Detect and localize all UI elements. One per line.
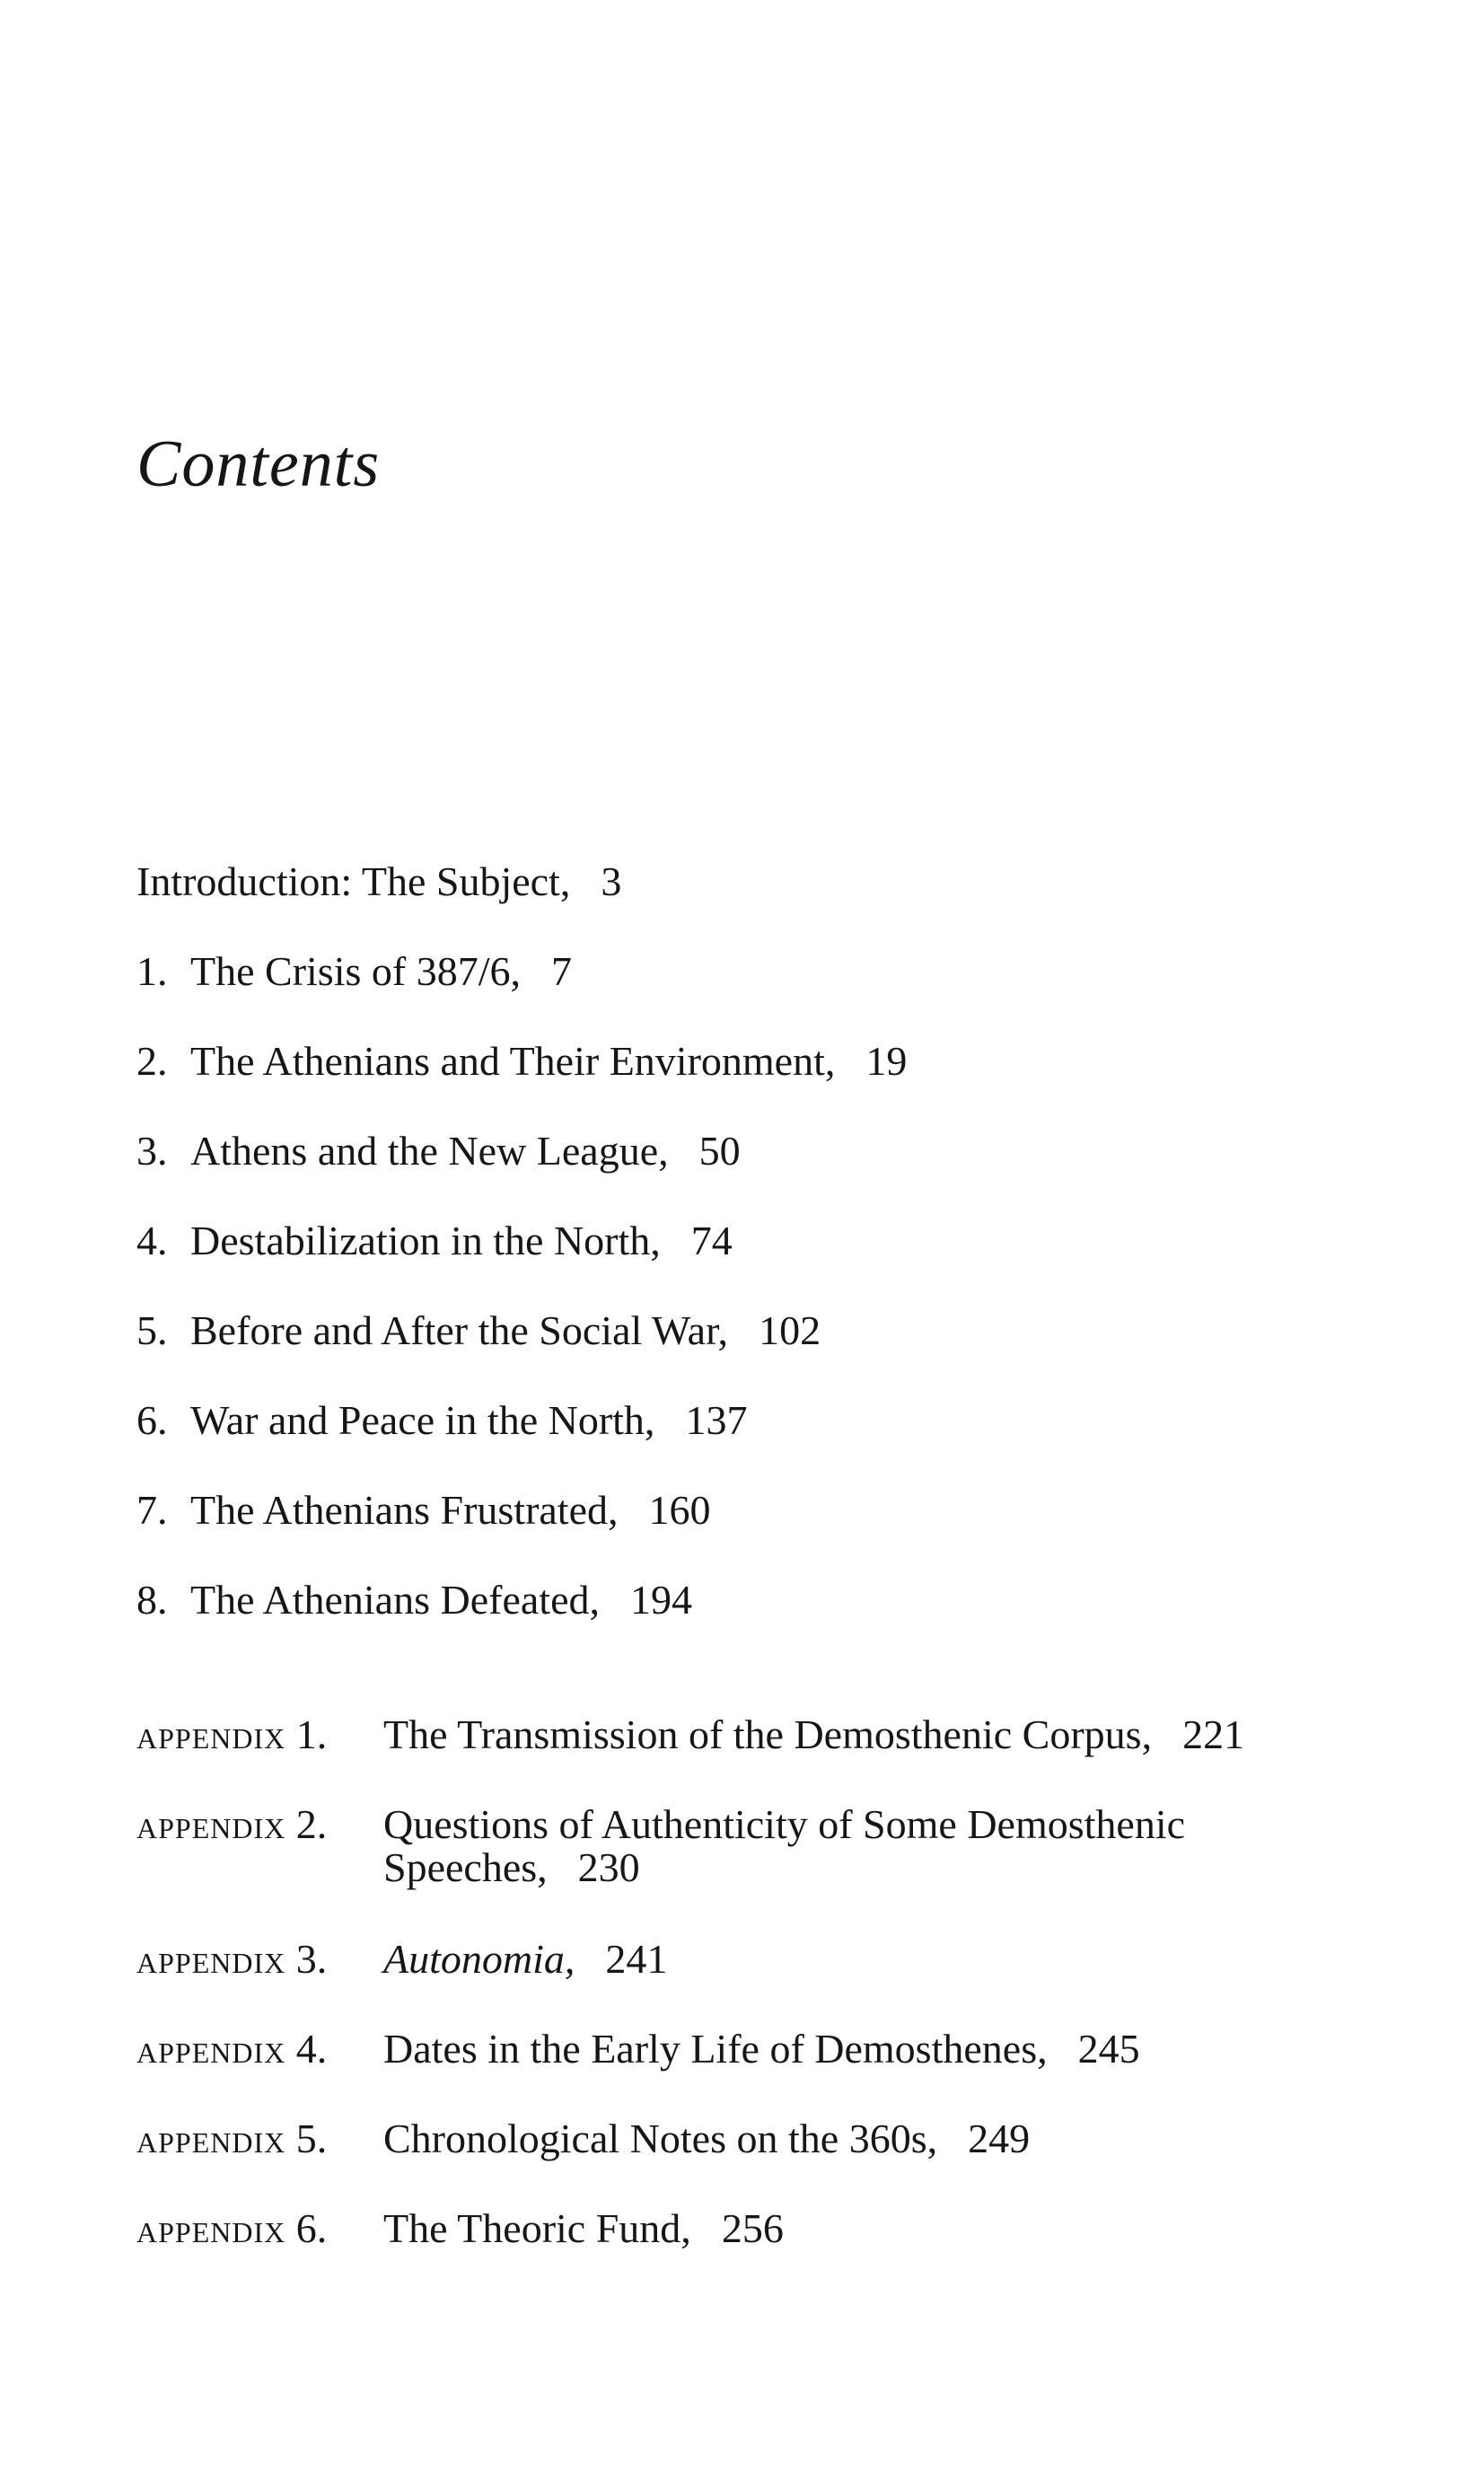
toc-entry-appendix <box>136 1803 1185 1889</box>
entry-title: The Athenians Defeated, <box>190 1577 600 1623</box>
entry-title-line: Questions of Authenticity of Some Demosthenic <box>383 1801 1186 1847</box>
toc-entry-chapter <box>136 1399 747 1442</box>
toc-entry-appendix <box>136 1713 1244 1756</box>
entry-title: Chronological Notes on the 360s, <box>383 2116 938 2161</box>
chapter-number: 3. <box>136 1128 168 1174</box>
chapter-number: 5. <box>136 1307 168 1353</box>
toc-entry-appendix <box>136 2028 1140 2071</box>
chapter-number: 6. <box>136 1397 168 1443</box>
appendix-number: 6. <box>295 2205 328 2251</box>
entry-title: The Athenians and Their Environment, <box>190 1038 836 1084</box>
entry-page: 160 <box>648 1487 711 1533</box>
toc-entry-chapter <box>136 1130 741 1173</box>
appendix-word: appendix <box>136 2026 286 2072</box>
entry-page: 230 <box>577 1844 640 1890</box>
entry-title: The Transmission of the Demosthenic Corpus, <box>383 1711 1153 1757</box>
toc-entry-chapter <box>136 1219 733 1262</box>
toc-entry-chapter <box>136 1579 692 1622</box>
entry-page: 50 <box>698 1128 741 1174</box>
entry-page: 221 <box>1182 1711 1245 1757</box>
appendix-word: appendix <box>136 2205 286 2251</box>
entry-page: 256 <box>721 2205 784 2251</box>
entry-title: Introduction: The Subject, <box>136 858 571 904</box>
appendix-number: 1. <box>295 1711 328 1757</box>
appendix-label <box>136 1803 383 1846</box>
chapter-number: 4. <box>136 1218 168 1263</box>
entry-title-line <box>383 1846 1185 1889</box>
appendix-label <box>136 2207 383 2250</box>
appendix-number: 2. <box>295 1801 328 1847</box>
toc-entry-chapter <box>136 1309 821 1352</box>
entry-title: The Theoric Fund, <box>383 2205 691 2251</box>
entry-title: The Crisis of 387/6, <box>190 948 521 994</box>
entry-page: 194 <box>629 1577 692 1623</box>
entry-title: Autonomia, <box>383 1936 575 1982</box>
entry-title: Dates in the Early Life of Demosthenes, <box>383 2026 1048 2072</box>
appendix-label <box>136 2117 383 2160</box>
entry-title: Athens and the New League, <box>190 1128 669 1174</box>
toc-entry-chapter <box>136 1489 711 1532</box>
entry-title <box>383 1803 1185 1889</box>
entry-title-continued: Speeches, <box>383 1844 548 1890</box>
entry-page: 137 <box>685 1397 748 1443</box>
toc-entry-chapter <box>136 1040 907 1083</box>
appendix-label <box>136 1938 383 1981</box>
chapter-number: 2. <box>136 1038 168 1084</box>
entry-title: Before and After the Social War, <box>190 1307 729 1353</box>
entry-page: 102 <box>759 1307 821 1353</box>
appendix-word: appendix <box>136 1936 286 1982</box>
entry-page: 3 <box>601 858 622 904</box>
toc-entry-chapter <box>136 950 572 993</box>
chapter-number: 1. <box>136 948 168 994</box>
entry-page: 19 <box>865 1038 908 1084</box>
entry-page: 241 <box>605 1936 668 1982</box>
toc-entry-appendix <box>136 2207 784 2250</box>
entry-page: 249 <box>968 2116 1031 2161</box>
entry-title: Destabilization in the North, <box>190 1218 661 1263</box>
appendix-number: 4. <box>295 2026 328 2072</box>
entry-page: 74 <box>690 1218 733 1263</box>
appendix-number: 3. <box>295 1936 328 1982</box>
entry-page: 7 <box>550 948 572 994</box>
chapter-number: 8. <box>136 1577 168 1623</box>
appendix-word: appendix <box>136 1801 286 1847</box>
entry-page: 245 <box>1077 2026 1140 2072</box>
toc-entry-appendix <box>136 2117 1030 2160</box>
toc-entry-appendix <box>136 1938 667 1981</box>
entry-title: The Athenians Frustrated, <box>190 1487 619 1533</box>
appendix-label <box>136 1713 383 1756</box>
appendix-word: appendix <box>136 2116 286 2161</box>
page-title: Contents <box>136 427 381 501</box>
toc-entry-introduction <box>136 860 621 903</box>
appendix-word: appendix <box>136 1711 286 1757</box>
appendix-number: 5. <box>295 2116 328 2161</box>
appendix-label <box>136 2028 383 2071</box>
chapter-number: 7. <box>136 1487 168 1533</box>
entry-title: War and Peace in the North, <box>190 1397 655 1443</box>
